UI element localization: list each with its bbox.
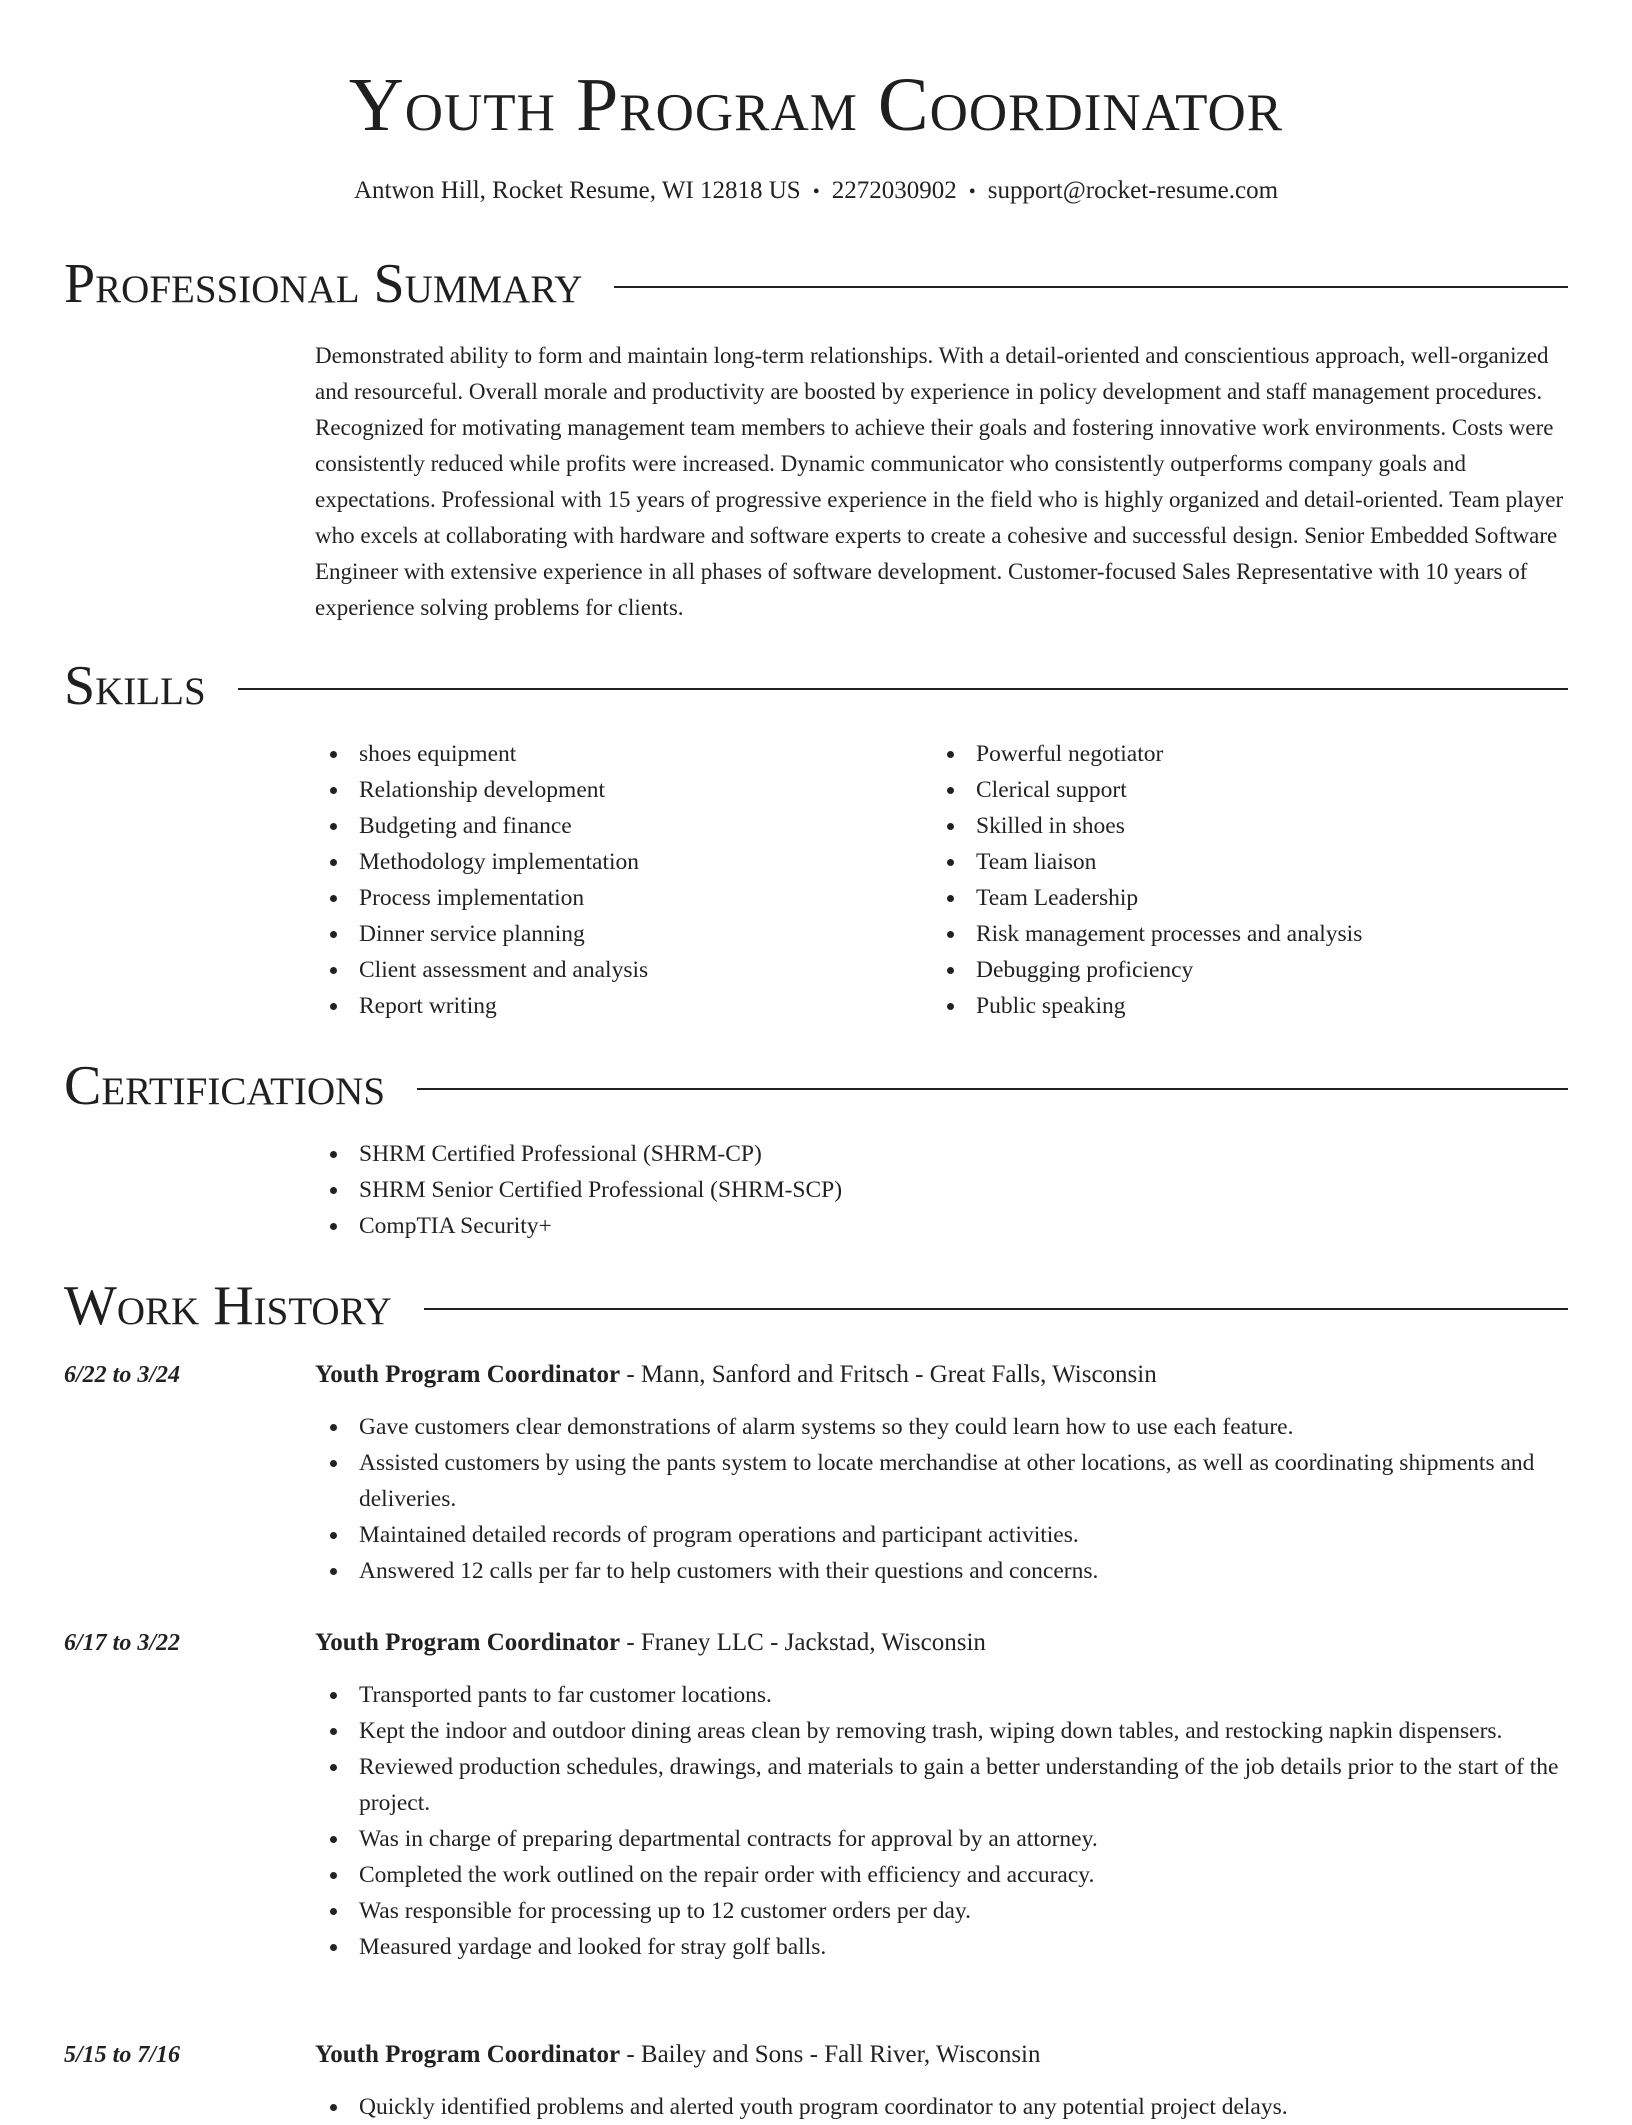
list-item: Quickly identified problems and alerted youth program coordinator to any potential project delays. (315, 2089, 1575, 2125)
contact-email: support@rocket-resume.com (987, 177, 1279, 204)
section-divider (614, 286, 1568, 288)
list-item: Was responsible for processing up to 12 customer orders per day. (315, 1893, 1575, 1929)
job-title: Youth Program Coordinator (315, 2041, 621, 2068)
list-item: Debugging proficiency (932, 952, 1572, 988)
contact-separator: • (968, 181, 976, 203)
list-item: SHRM Certified Professional (SHRM-CP) (315, 1136, 1570, 1172)
contact-phone: 2272030902 (831, 177, 957, 204)
skills-section-header (64, 654, 1568, 718)
contact-separator: • (812, 181, 820, 203)
job-dates: 6/22 to 3/24 (64, 1362, 181, 1388)
job-employer: - Mann, Sanford and Fritsch - Great Falls, Wisconsin (620, 1361, 1157, 1388)
list-item: Was in charge of preparing departmental contracts for approval by an attorney. (315, 1821, 1575, 1857)
job-dates: 6/17 to 3/22 (64, 1630, 181, 1656)
list-item: Dinner service planning (315, 916, 915, 952)
summary-section-header (64, 252, 1568, 316)
skills-list-right (932, 736, 1572, 1024)
list-item: Process implementation (315, 880, 915, 916)
job-heading (315, 2037, 1041, 2073)
list-item: Skilled in shoes (932, 808, 1572, 844)
list-item: Answered 12 calls per far to help customers with their questions and concerns. (315, 1553, 1575, 1589)
section-divider (424, 1308, 1568, 1310)
job-heading (315, 1357, 1157, 1393)
list-item: Powerful negotiator (932, 736, 1572, 772)
job-employer: - Franey LLC - Jackstad, Wisconsin (620, 1629, 986, 1656)
job-bullet-list (315, 1409, 1575, 1589)
job-dates: 5/15 to 7/16 (64, 2042, 181, 2068)
job-heading (315, 1625, 986, 1661)
list-item: SHRM Senior Certified Professional (SHRM-SCP) (315, 1172, 1570, 1208)
job-title: Youth Program Coordinator (315, 1361, 621, 1388)
list-item: Maintained detailed records of program operations and participant activities. (315, 1517, 1575, 1553)
list-item: Report writing (315, 988, 915, 1024)
section-divider (238, 688, 1568, 690)
list-item: Client assessment and analysis (315, 952, 915, 988)
resume-title: Youth Program Coordinator (348, 63, 1284, 147)
list-item: Gave customers clear demonstrations of alarm systems so they could learn how to use each feature. (315, 1409, 1575, 1445)
work-history-heading: Work History (64, 1275, 392, 1337)
summary-text: Demonstrated ability to form and maintain long-term relationships. With a detail-oriented and conscientious approach, well-organized and resourceful. Overall morale and productivity are boosted by experience in policy development and staff management procedures. Recognized for motivating management team members to achieve their goals and fostering innovative work environments. Costs were consistently reduced while profits were increased. Dynamic communicator who consistently outperforms company goals and expectations. Professional with 15 years of progressive experience in the field who is highly organized and detail-oriented. Team player who excels at collaborating with hardware and software experts to create a cohesive and successful design. Senior Embedded Software Engineer with extensive experience in all phases of software development. Customer-focused Sales Representative with 10 years of experience solving problems for clients. (315, 343, 1564, 620)
list-item: shoes equipment (315, 736, 915, 772)
work-history-section-header (64, 1274, 1568, 1338)
contact-line (0, 174, 1632, 209)
skills-heading: Skills (64, 655, 206, 717)
list-item: Budgeting and finance (315, 808, 915, 844)
list-item: Public speaking (932, 988, 1572, 1024)
list-item: Reviewed production schedules, drawings, and materials to gain a better understanding of the job details prior to the start of the project. (315, 1749, 1575, 1821)
skills-list-left (315, 736, 915, 1024)
list-item: Measured yardage and looked for stray golf balls. (315, 1929, 1575, 1965)
list-item: Risk management processes and analysis (932, 916, 1572, 952)
list-item: Kept the indoor and outdoor dining areas clean by removing trash, wiping down tables, and restocking napkin dispensers. (315, 1713, 1575, 1749)
list-item: CompTIA Security+ (315, 1208, 1570, 1244)
list-item: Transported pants to far customer locations. (315, 1677, 1575, 1713)
section-divider (417, 1088, 1568, 1090)
job-title: Youth Program Coordinator (315, 1629, 621, 1656)
contact-address: Antwon Hill, Rocket Resume, WI 12818 US (353, 177, 801, 204)
certifications-list (315, 1136, 1570, 1244)
list-item: Assisted customers by using the pants system to locate merchandise at other locations, as well as coordinating shipments and deliveries. (315, 1445, 1575, 1517)
list-item: Team liaison (932, 844, 1572, 880)
list-item: Methodology implementation (315, 844, 915, 880)
list-item: Relationship development (315, 772, 915, 808)
job-bullet-list (315, 1677, 1575, 1965)
summary-heading: Professional Summary (64, 253, 583, 315)
list-item: Team Leadership (932, 880, 1572, 916)
job-bullet-list (315, 2089, 1575, 2125)
list-item: Clerical support (932, 772, 1572, 808)
certifications-section-header (64, 1054, 1568, 1118)
certifications-heading: Certifications (64, 1055, 386, 1117)
list-item: Completed the work outlined on the repair order with efficiency and accuracy. (315, 1857, 1575, 1893)
job-employer: - Bailey and Sons - Fall River, Wisconsin (620, 2041, 1041, 2068)
